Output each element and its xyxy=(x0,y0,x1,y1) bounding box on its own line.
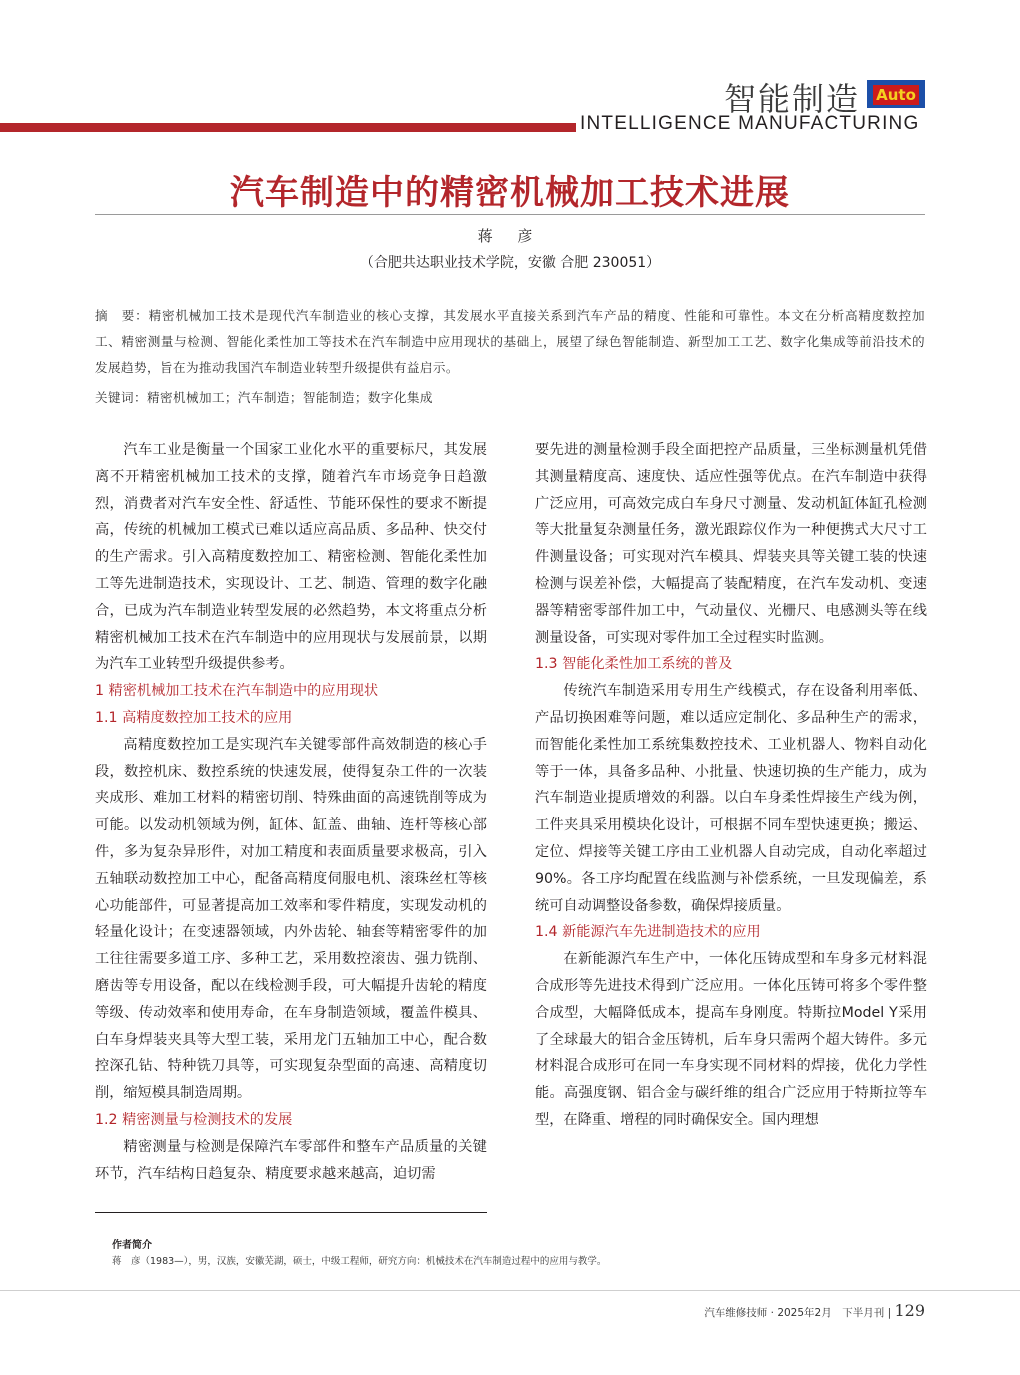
section-heading-1-3: 1.3 智能化柔性加工系统的普及 xyxy=(535,656,733,673)
title-divider xyxy=(95,214,925,215)
footnote-text: 蒋 彦（1983—），男，汉族，安徽芜湖，硕士，中级工程师，研究方向：机械技术在汽车制造过程中的应用与教学。 xyxy=(112,1256,607,1267)
paragraph-measurement: 精密测量与检测是保障汽车零部件和整车产品质量的关键环节，汽车结构日趋复杂、精度要求越来越高，迫切需 xyxy=(95,1138,487,1182)
paragraph-cnc: 高精度数控加工是实现汽车关键零部件高效制造的核心手段，数控机床、数控系统的快速发展，使得复杂工件的一次装夹成形、难加工材料的精密切削、特殊曲面的高速铣削等成为可能。以发动机领域为例，缸体、缸盖、曲轴、连杆等核心部件，多为复杂异形件，对加工精度和表面质量要求极高，引入五轴联动数控加工中心，配备高精度伺服电机、滚珠丝杠等核心功能部件，可显著提高加工效率和零件精度，实现发动机的轻量化设计；在变速器领域，内外齿轮、轴套等精密零件的加工往往需要多道工序、多种工艺，采用数控滚齿、强力铣削、磨齿等专用设备，配以在线检测手段，可大幅提升齿轮的精度等级、传动效率和使用寿命，在车身制造领域，覆盖件模具、白车身焊装夹具等大型工装，采用龙门五轴加工中心，配合数控深孔钻、特种铣刀具等，可实现复杂型面的高速、高精度切削，缩短模具制造周期。 xyxy=(95,736,487,1102)
article-title: 汽车制造中的精密机械加工技术进展 xyxy=(230,173,790,213)
article-author: 蒋 彦 xyxy=(477,227,543,245)
logo-text: Auto xyxy=(873,85,919,105)
column-subtitle: INTELLIGENCE MANUFACTURING xyxy=(580,113,920,134)
section-heading-1-1: 1.1 高精度数控加工技术的应用 xyxy=(95,709,293,726)
section-heading-1: 1 精密机械加工技术在汽车制造中的应用现状 xyxy=(95,683,379,700)
journal-info: 汽车维修技师 · 2025年2月 下半月刊 | xyxy=(704,1307,895,1319)
footer-divider xyxy=(0,1290,1020,1291)
keywords: 关键词：精密机械加工；汽车制造；智能制造；数字化集成 xyxy=(95,390,433,405)
header-red-bar xyxy=(0,123,576,132)
footnote-label: 作者简介 xyxy=(112,1240,152,1251)
abstract: 摘 要：精密机械加工技术是现代汽车制造业的核心支撑，其发展水平直接关系到汽车产品的精度、性能和可靠性。本文在分析高精度数控加工、精密测量与检测、智能化柔性加工等技术在汽车制造中应用现状的基础上，展望了绿色智能制造、新型加工工艺、数字化集成等前沿技术的发展趋势，旨在为推动我国汽车制造业转型升级提供有益启示。 xyxy=(95,308,925,375)
body-column-left xyxy=(95,437,487,1187)
column-title: 智能制造 xyxy=(723,80,860,118)
footnote-divider xyxy=(95,1212,487,1213)
auto-logo xyxy=(867,80,925,108)
section-heading-1-2: 1.2 精密测量与检测技术的发展 xyxy=(95,1111,293,1128)
paragraph-measurement-cont: 要先进的测量检测手段全面把控产品质量，三坐标测量机凭借其测量精度高、速度快、适应性强等优点。在汽车制造中获得广泛应用，可高效完成白车身尺寸测量、发动机缸体缸孔检测等大批量复杂测量任务，激光跟踪仪作为一种便携式大尺寸工件测量设备；可实现对汽车模具、焊装夹具等关键工装的快速检测与误差补偿，大幅提高了装配精度，在汽车发动机、变速器等精密零部件加工中，气动量仪、光栅尺、电感测头等在线测量设备，可实现对零件加工全过程实时监测。 xyxy=(535,442,927,646)
paragraph-intro: 汽车工业是衡量一个国家工业化水平的重要标尺，其发展离不开精密机械加工技术的支撑，随着汽车市场竞争日趋激烈，消费者对汽车安全性、舒适性、节能环保性的要求不断提高，传统的机械加工模式已难以适应高品质、多品种、快交付的生产需求。引入高精度数控加工、精密检测、智能化柔性加工等先进制造技术，实现设计、工艺、制造、管理的数字化融合，已成为汽车制造业转型发展的必然趋势，本文将重点分析精密机械加工技术在汽车制造中的应用现状与发展前景，以期为汽车工业转型升级提供参考。 xyxy=(95,442,487,673)
section-heading-1-4: 1.4 新能源汽车先进制造技术的应用 xyxy=(535,924,761,941)
author-affiliation: （合肥共达职业技术学院，安徽 合肥 230051） xyxy=(359,255,661,271)
page-footer xyxy=(704,1301,925,1320)
paragraph-new-energy: 在新能源汽车生产中，一体化压铸成型和车身多元材料混合成形等先进技术得到广泛应用。一体化压铸可将多个零件整合成型，大幅降低成本，提高车身刚度。特斯拉Model Y采用了全球最大的铝合金压铸机，后车身只需两个超大铸件。多元材料混合成形可在同一车身实现不同材料的焊接，优化力学性能。高强度钢、铝合金与碳纤维的组合广泛应用于特斯拉等车型，在降重、增程的同时确保安全。国内理想 xyxy=(535,951,927,1128)
page-number: 129 xyxy=(894,1301,925,1320)
body-column-right xyxy=(535,437,927,1134)
paragraph-flexible: 传统汽车制造采用专用生产线模式，存在设备利用率低、产品切换困难等问题，难以适应定制化、多品种生产的需求，而智能化柔性加工系统集数控技术、工业机器人、物料自动化等于一体，具备多品种、小批量、快速切换的生产能力，成为汽车制造业提质增效的利器。以白车身柔性焊接生产线为例，工件夹具采用模块化设计，可根据不同车型快速更换；搬运、定位、焊接等关键工序由工业机器人自动完成，自动化率超过90%。各工序均配置在线监测与补偿系统，一旦发现偏差，系统可自动调整设备参数，确保焊接质量。 xyxy=(535,683,927,914)
